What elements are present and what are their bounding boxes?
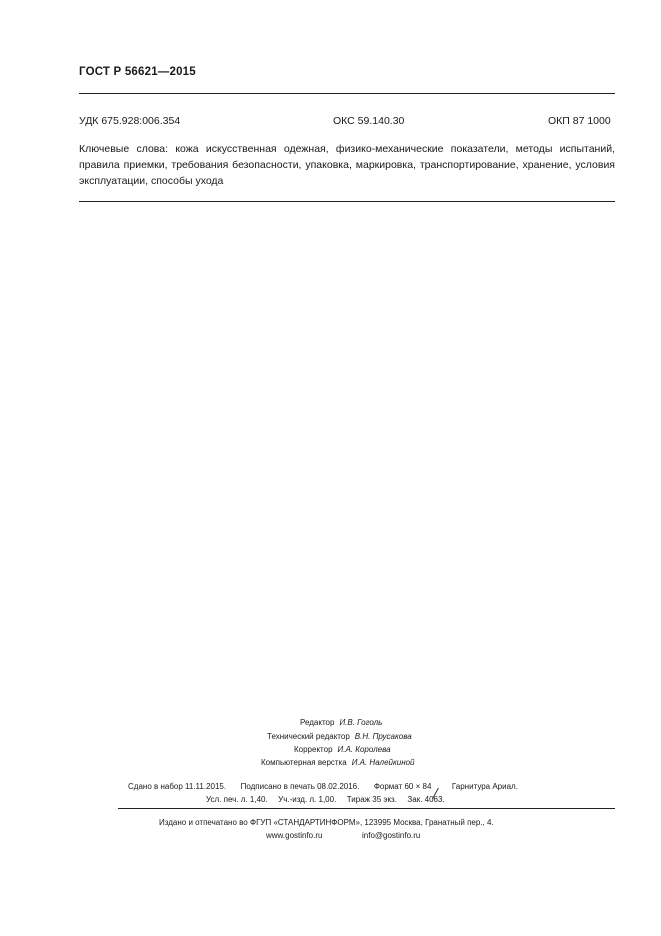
credit-person: В.Н. Прусакова: [354, 732, 412, 741]
credit-role: Компьютерная верстка: [261, 758, 347, 767]
okp-code: ОКП 87 1000: [548, 115, 611, 127]
standard-code: ГОСТ Р 56621—2015: [79, 66, 196, 78]
credit-role: Корректор: [294, 745, 333, 754]
credit-proofreader: [294, 745, 391, 754]
imprint-signed-to-print: Подписано в печать 08.02.2016.: [240, 782, 360, 791]
imprint-order: Зак. 4063.: [407, 795, 445, 804]
keywords-divider: [79, 201, 615, 202]
credit-tech-editor: [267, 732, 412, 741]
keywords-paragraph: Ключевые слова: кожа искусственная одежная, физико-механические показатели, методы испытаний, правила приемки, требования безопасности, упаковка, маркировка, транспортирование, хранение, условия эксплуатации, способы ухода: [79, 143, 615, 187]
imprint-line-1: [128, 782, 518, 791]
imprint-print-sheets: Усл. печ. л. 1,40.: [206, 795, 268, 804]
imprint-sent-to-set: Сдано в набор 11.11.2015.: [128, 782, 227, 791]
imprint-publ-sheets: Уч.-изд. л. 1,00.: [278, 795, 337, 804]
udk-code: УДК 675.928:006.354: [79, 115, 181, 127]
imprint-typeface: Гарнитура Ариал.: [451, 782, 518, 791]
imprint-divider: [118, 808, 615, 809]
credit-person: И.А. Королева: [337, 745, 391, 754]
credit-person: И.В. Гоголь: [339, 718, 383, 727]
publisher-line: Издано и отпечатано во ФГУП «СТАНДАРТИНФОРМ», 123995 Москва, Гранатный пер., 4.: [159, 818, 494, 827]
credit-role: Редактор: [300, 718, 335, 727]
oks-code: ОКС 59.140.30: [333, 115, 405, 127]
imprint-format-times: ×: [415, 782, 421, 791]
credit-role: Технический редактор: [267, 732, 350, 741]
imprint-line-2: [206, 795, 445, 804]
imprint-format-value: 84: [422, 782, 432, 791]
header-divider: [79, 93, 615, 94]
imprint-format-prefix: Формат 60: [373, 782, 414, 791]
credit-editor: [300, 718, 382, 727]
publisher-website[interactable]: www.gostinfo.ru: [266, 831, 323, 840]
publisher-email[interactable]: info@gostinfo.ru: [362, 831, 421, 840]
credit-person: И.А. Налейкиной: [351, 758, 415, 767]
credit-layout: [261, 758, 415, 767]
imprint-run: Тираж 35 экз.: [346, 795, 397, 804]
